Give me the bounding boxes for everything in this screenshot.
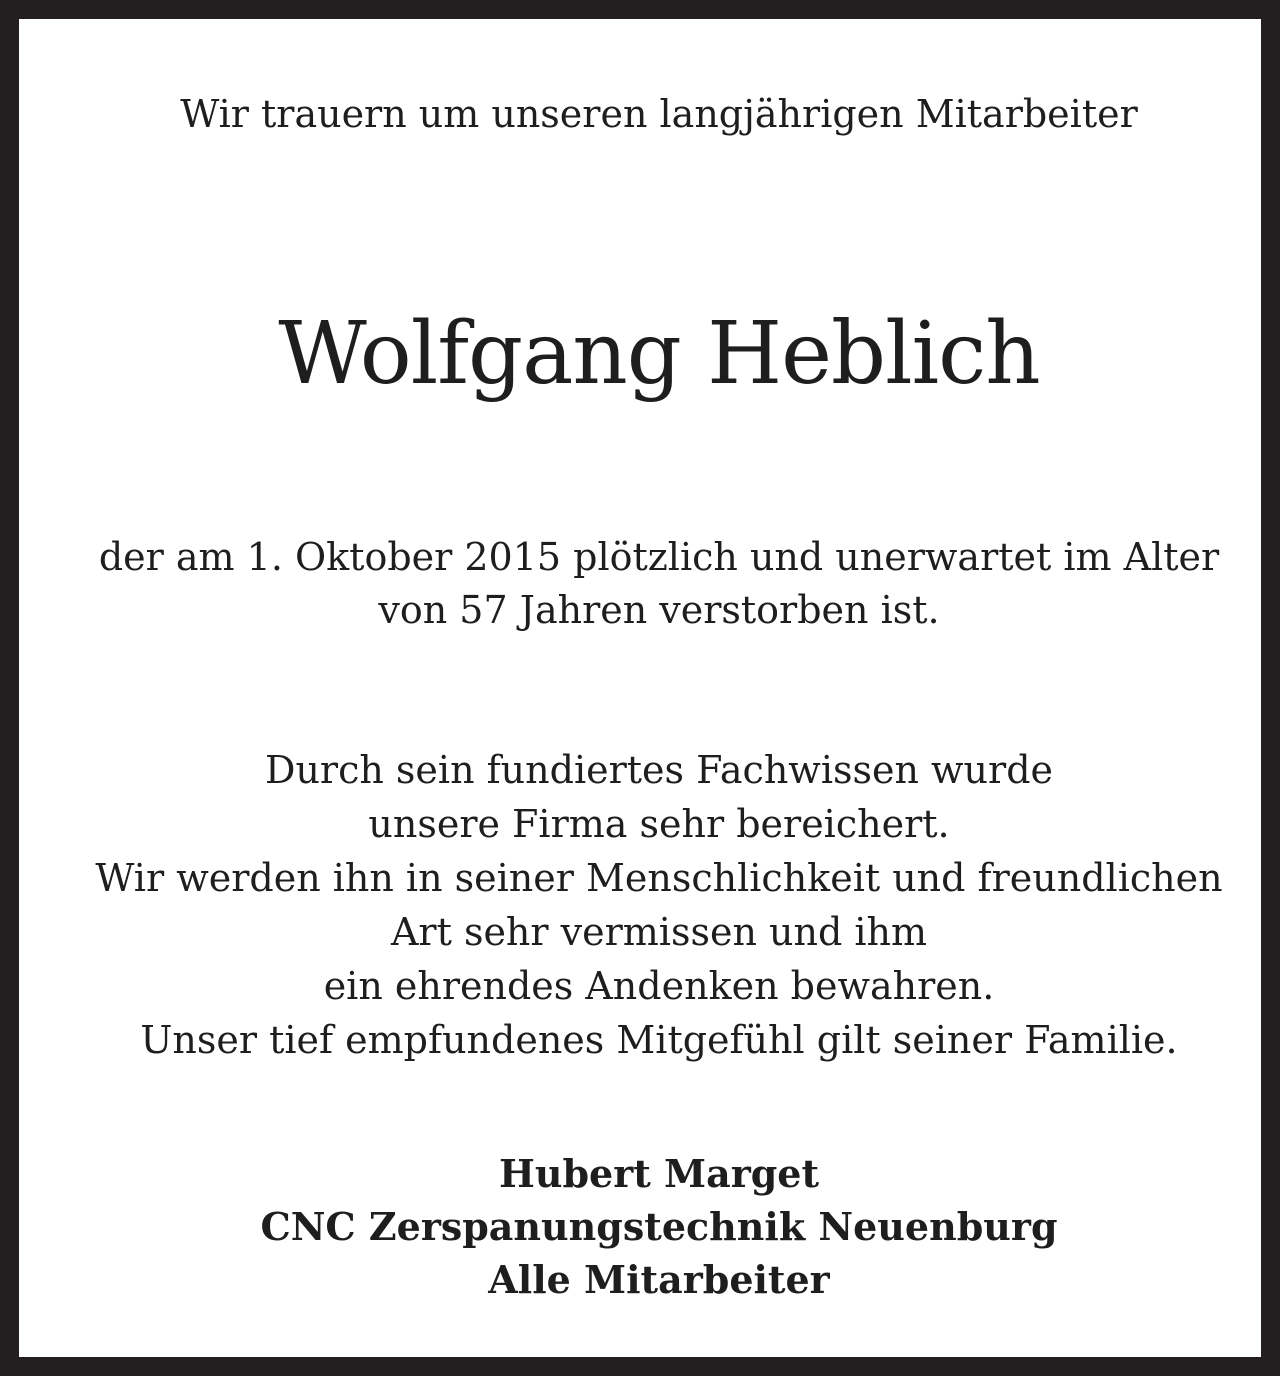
death-line-1: der am 1. Oktober 2015 plötzlich und unerwartet im Alter: [98, 535, 1220, 579]
intro-line: Wir trauern um unseren langjährigen Mitarbeiter: [180, 92, 1138, 136]
tribute-line-2: unsere Firma sehr bereichert.: [368, 802, 950, 846]
tribute-line-5: ein ehrendes Andenken bewahren.: [323, 964, 995, 1008]
death-line-2: von 57 Jahren verstorben ist.: [378, 588, 940, 632]
signatory-company: CNC Zerspanungstechnik Neuenburg: [260, 1204, 1058, 1249]
tribute-line-4: Art sehr vermissen und ihm: [390, 910, 928, 954]
tribute-line-3: Wir werden ihn in seiner Menschlichkeit und freundlichen: [95, 856, 1223, 900]
tribute-line-1: Durch sein fundiertes Fachwissen wurde: [264, 748, 1054, 792]
deceased-name: Wolfgang Heblich: [278, 304, 1040, 404]
signatory-staff: Alle Mitarbeiter: [488, 1257, 830, 1302]
tribute-line-6: Unser tief empfundenes Mitgefühl gilt seiner Familie.: [140, 1018, 1178, 1062]
signatory-name: Hubert Marget: [498, 1151, 820, 1196]
